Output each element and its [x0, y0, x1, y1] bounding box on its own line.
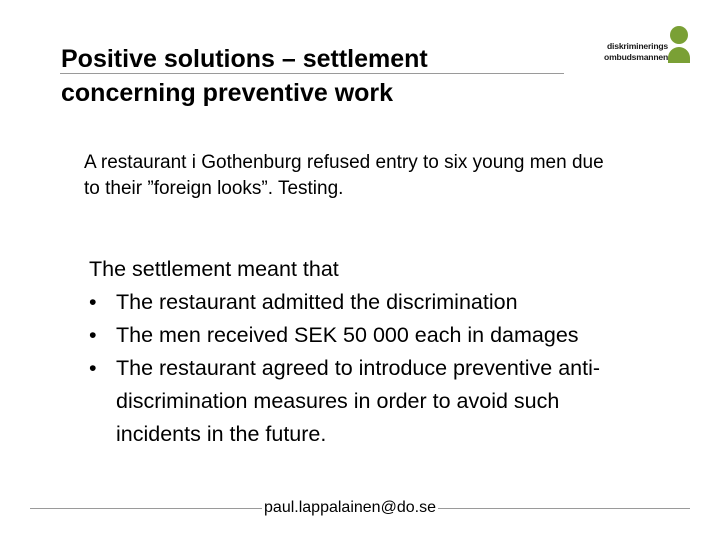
title-line-1: Positive solutions – settlement	[61, 45, 428, 73]
intro-paragraph: A restaurant i Gothenburg refused entry to six young men due to their ”foreign looks”. Testing.	[84, 152, 604, 199]
slide-title	[61, 42, 561, 110]
settlement-section	[89, 253, 689, 451]
list-item-text: The restaurant admitted the discrimination	[116, 290, 518, 314]
logo-line-1: diskriminerings	[607, 41, 668, 51]
list-item-text: The men received SEK 50 000 each in damages	[116, 323, 579, 347]
logo-figure-body-icon	[668, 47, 690, 63]
logo-line-2: ombudsmannen	[604, 52, 668, 62]
title-divider	[60, 73, 564, 74]
settlement-heading: The settlement meant that	[89, 257, 339, 281]
bullet-icon: •	[89, 356, 97, 380]
footer	[0, 497, 700, 519]
list-item	[89, 352, 689, 451]
bullet-icon: •	[89, 323, 97, 347]
title-line-2: concerning preventive work	[61, 79, 394, 107]
logo-wordmark	[594, 41, 668, 63]
settlement-bullet-list	[89, 286, 689, 451]
logo-figure-head-icon	[670, 26, 688, 44]
footer-email: paul.lappalainen@do.se	[264, 499, 436, 516]
bullet-icon: •	[89, 290, 97, 314]
organization-logo	[594, 26, 694, 66]
list-item	[89, 319, 689, 352]
list-item-text: The restaurant agreed to introduce preventive anti-discrimination measures in order to avoid such incidents in the future.	[116, 356, 601, 446]
list-item	[89, 286, 689, 319]
